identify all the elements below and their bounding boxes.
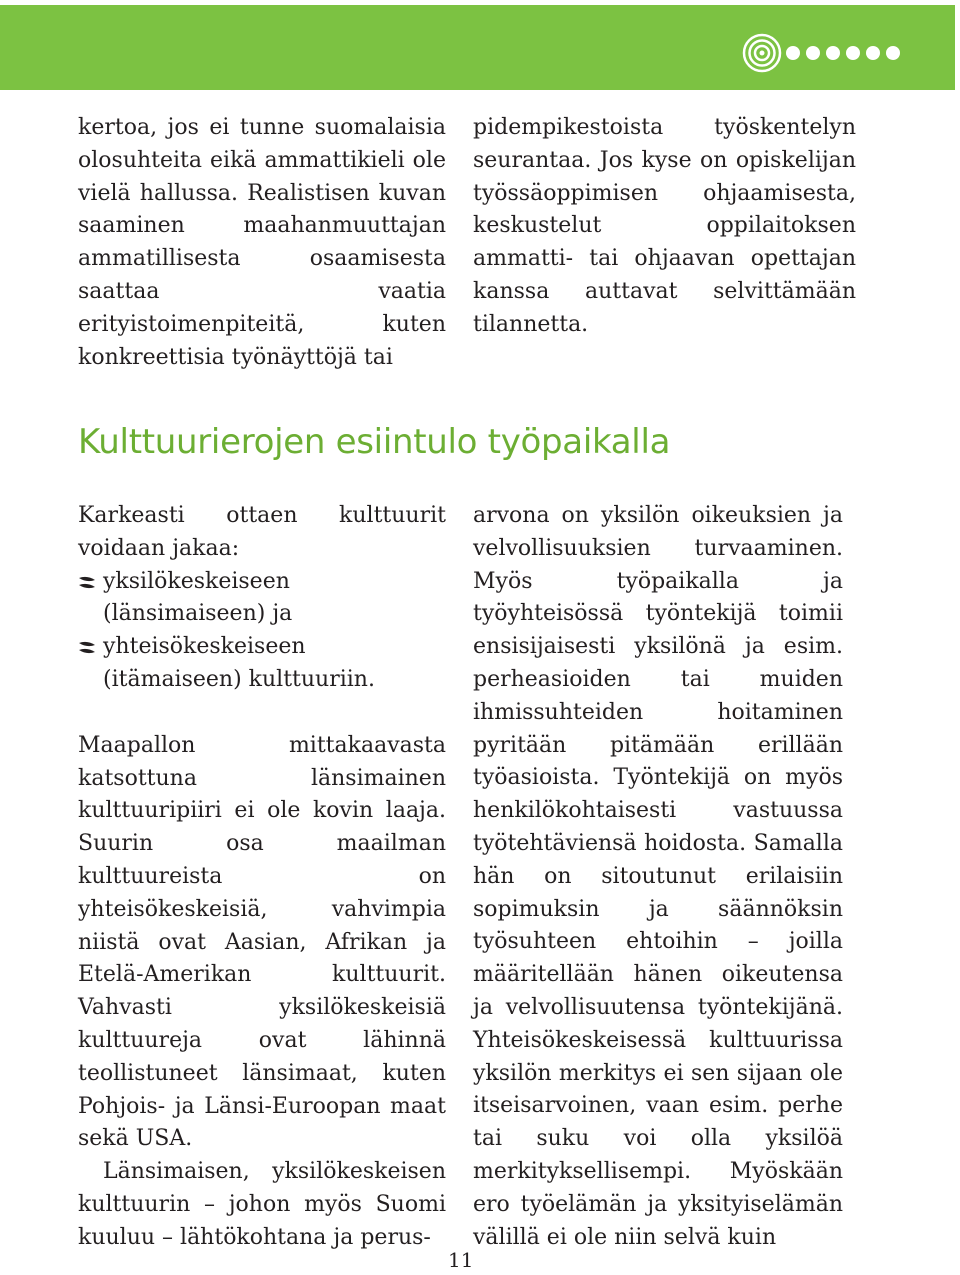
bottom-right-column	[473, 500, 843, 1254]
intro-paragraph: Karkeasti ottaen kulttuurit voidaan jakaa:	[78, 503, 446, 561]
header-bar	[0, 0, 960, 90]
leaf-bullet-icon	[78, 639, 96, 655]
page-number: 11	[448, 1248, 474, 1272]
paragraph: kertoa, jos ei tunne suomalaisia olosuhteita eikä ammattikieli ole vielä hallussa. Realistisen kuvan saaminen maahanmuuttajan ammatillisesta osaamisesta saattaa vaatia erityistoimenpiteitä, kuten konkreettisia työnäyttöjä tai	[78, 115, 446, 370]
white-dot-icon	[886, 46, 900, 60]
white-dot-icon	[786, 46, 800, 60]
list-item	[78, 631, 446, 697]
paragraph-spacer	[78, 697, 446, 730]
paragraph: arvona on yksilön oikeuksien ja velvollisuuksien turvaaminen. Myös työpaikalla ja työyhteisössä työntekijä toimii ensisijaisesti yksilönä ja esim. perheasioiden tai muiden ihmissuhteiden hoitaminen pyritään pitämään erillään työasioista. Työntekijä on myös henkilökohtaisesti vastuussa työtehtäviensä hoidosta. Samalla hän on sitoutunut erilaisiin sopimuksin ja säännöksin työsuhteen ehtoihin – joilla määritellään hänen oikeutensa ja velvollisuutensa työntekijänä. Yhteisökeskeisessä kulttuurissa yksilön merkitys ei sen sijaan ole itseisarvoinen, vaan esim. perhe tai suku voi olla yksilöä merkityksellisempi. Myöskään ero työelämän ja yksityiselämän välillä ei ole niin selvä kuin	[473, 503, 843, 1250]
list-item-text: yhteisökeskeiseen (itämaiseen) kulttuuriin.	[103, 634, 375, 692]
top-right-column	[473, 112, 856, 342]
paragraph: Länsimaisen, yksilökeskeisen kulttuurin – johon myös Suomi kuuluu – lähtökohtana ja perus-	[78, 1159, 446, 1250]
white-dot-icon	[826, 46, 840, 60]
white-dot-icon	[846, 46, 860, 60]
list-item	[78, 566, 446, 632]
section-heading: Kulttuurierojen esiintulo työpaikalla	[78, 422, 671, 462]
top-left-column	[78, 112, 446, 374]
header-dots	[786, 46, 900, 60]
bottom-left-column	[78, 500, 446, 1255]
list-item-text: yksilökeskeiseen (länsimaiseen) ja	[103, 568, 293, 627]
white-dot-icon	[806, 46, 820, 60]
concentric-circles-icon	[742, 33, 782, 73]
paragraph: Maapallon mittakaavasta katsottuna länsimainen kulttuuripiiri ei ole kovin laaja. Suurin osa maailman kulttuureista on yhteisökeskeisiä, vahvimpia niistä ovat Aasian, Afrikan ja Etelä-Amerikan kulttuurit. Vahvasti yksilökeskeisiä kulttuureja ovat lähinnä teollistuneet länsimaat, kuten Pohjois- ja Länsi-Euroopan maat sekä USA.	[78, 732, 446, 1152]
white-dot-icon	[866, 46, 880, 60]
leaf-bullet-icon	[78, 574, 96, 590]
paragraph: pidempikestoista työskentelyn seurantaa. Jos kyse on opiskelijan työssäoppimisen ohjaamisesta, keskustelut oppilaitoksen ammatti- tai ohjaavan opettajan kanssa auttavat selvittämään tilannetta.	[473, 115, 856, 337]
